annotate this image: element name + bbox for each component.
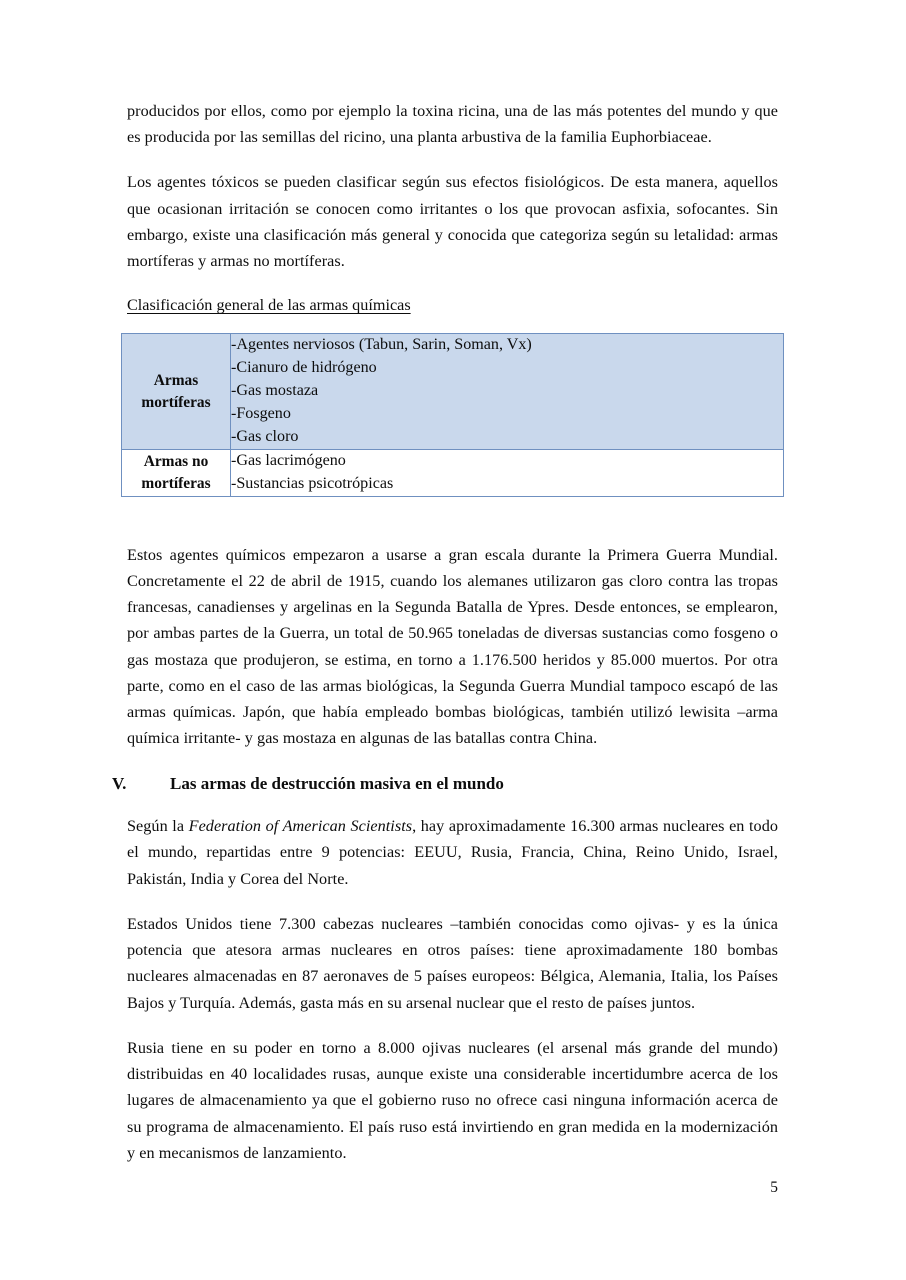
section-heading-armas-destruccion-masiva (112, 771, 778, 797)
category-label-line2: mortíferas (141, 393, 211, 411)
organization-name-italic: Federation of American Scientists (188, 817, 413, 836)
paragraph-estados-unidos: Estados Unidos tiene 7.300 cabezas nucleares –también conocidas como ojivas- y es la única potencia que atesora armas nucleares en otros países: tiene aproximadamente 180 bombas nucleares almacenadas en 87 aeronaves de 5 países europeos: Bélgica, Alemania, Italia, los Países Bajos y Turquía. Además, gasta más en su arsenal nuclear que el resto de países juntos. (127, 914, 778, 1012)
table-cell-category-lethal (122, 334, 231, 450)
chemical-weapons-table (121, 333, 784, 496)
paragraph-ricina: producidos por ellos, como por ejemplo la toxina ricina, una de las más potentes del mundo y que es producida por las semillas del ricino, una planta arbustiva de la familia Euphorbiaceae. (127, 102, 778, 147)
paragraph-primera-guerra: Estos agentes químicos empezaron a usarse a gran escala durante la Primera Guerra Mundial. Concretamente el 22 de abril de 1915, cuando los alemanes utilizaron gas cloro contra las tropas francesas, canadienses y argelinas en la Segunda Batalla de Ypres. Desde entonces, se emplearon, por ambas partes de la Guerra, un total de 50.965 toneladas de diversas sustancias como fosgeno o gas mostaza que produjeron, se estima, en torno a 1.176.500 heridos y 85.000 muertos. Por otra parte, como en el caso de las armas biológicas, la Segunda Guerra Mundial tampoco escapó de las armas químicas. Japón, que había empleado bombas biológicas, también utilizó lewisita –arma química irritante- y gas mostaza en algunas de las batallas contra China. (127, 545, 778, 748)
paragraph-federation-scientists (127, 813, 778, 892)
table-row (122, 449, 784, 496)
list-item: -Gas cloro (231, 428, 299, 446)
list-item: -Gas lacrimógeno (231, 451, 346, 469)
spacer-after-table (127, 497, 778, 542)
chemical-weapons-table-wrapper (121, 333, 784, 496)
paragraph-text-after-italic: , hay aproximadamente 16.300 armas nucleares en todo el mundo, repartidas entre 9 potencias: EEUU, Rusia, Francia, China, Reino Unido, Israel, Pakistán, India y Corea del Norte. (127, 817, 778, 888)
section-number: V. (112, 773, 127, 793)
table-cell-category-nonlethal (122, 449, 231, 496)
list-item: -Gas mostaza (231, 382, 319, 400)
table-caption: Clasificación general de las armas químicas (127, 296, 411, 315)
paragraph-clasificacion-agentes: Los agentes tóxicos se pueden clasificar según sus efectos fisiológicos. De esta manera, aquellos que ocasionan irritación se conocen como irritantes o los que provocan asfixia, sofocantes. Sin embargo, existe una clasificación más general y conocida que categoriza según su letalidad: armas mortíferas y armas no mortíferas. (127, 173, 778, 271)
category-label-line1: Armas no (143, 452, 209, 470)
paragraph-text-before-italic: Según la (127, 817, 189, 836)
list-item: -Fosgeno (231, 405, 291, 423)
table-cell-items-lethal (231, 334, 784, 450)
page-content (112, 98, 778, 1196)
list-item: -Agentes nerviosos (Tabun, Sarin, Soman, Vx) (231, 336, 532, 354)
list-item: -Sustancias psicotrópicas (231, 474, 394, 492)
category-label-line2: mortíferas (141, 474, 211, 492)
list-item: -Cianuro de hidrógeno (231, 359, 377, 377)
page-number: 5 (770, 1179, 778, 1196)
table-row (122, 334, 784, 450)
category-label-line1: Armas (153, 371, 199, 389)
paragraph-rusia: Rusia tiene en su poder en torno a 8.000 ojivas nucleares (el arsenal más grande del mundo) distribuidas en 40 localidades rusas, aunque existe una considerable incertidumbre acerca de los lugares de almacenamiento ya que el gobierno ruso no ofrece casi ninguna información acerca de su programa de almacenamiento. El país ruso está invirtiendo en gran medida en la modernización y en mecanismos de lanzamiento. (127, 1038, 778, 1162)
section-title: Las armas de destrucción masiva en el mundo (170, 773, 504, 793)
table-cell-items-nonlethal (231, 449, 784, 496)
